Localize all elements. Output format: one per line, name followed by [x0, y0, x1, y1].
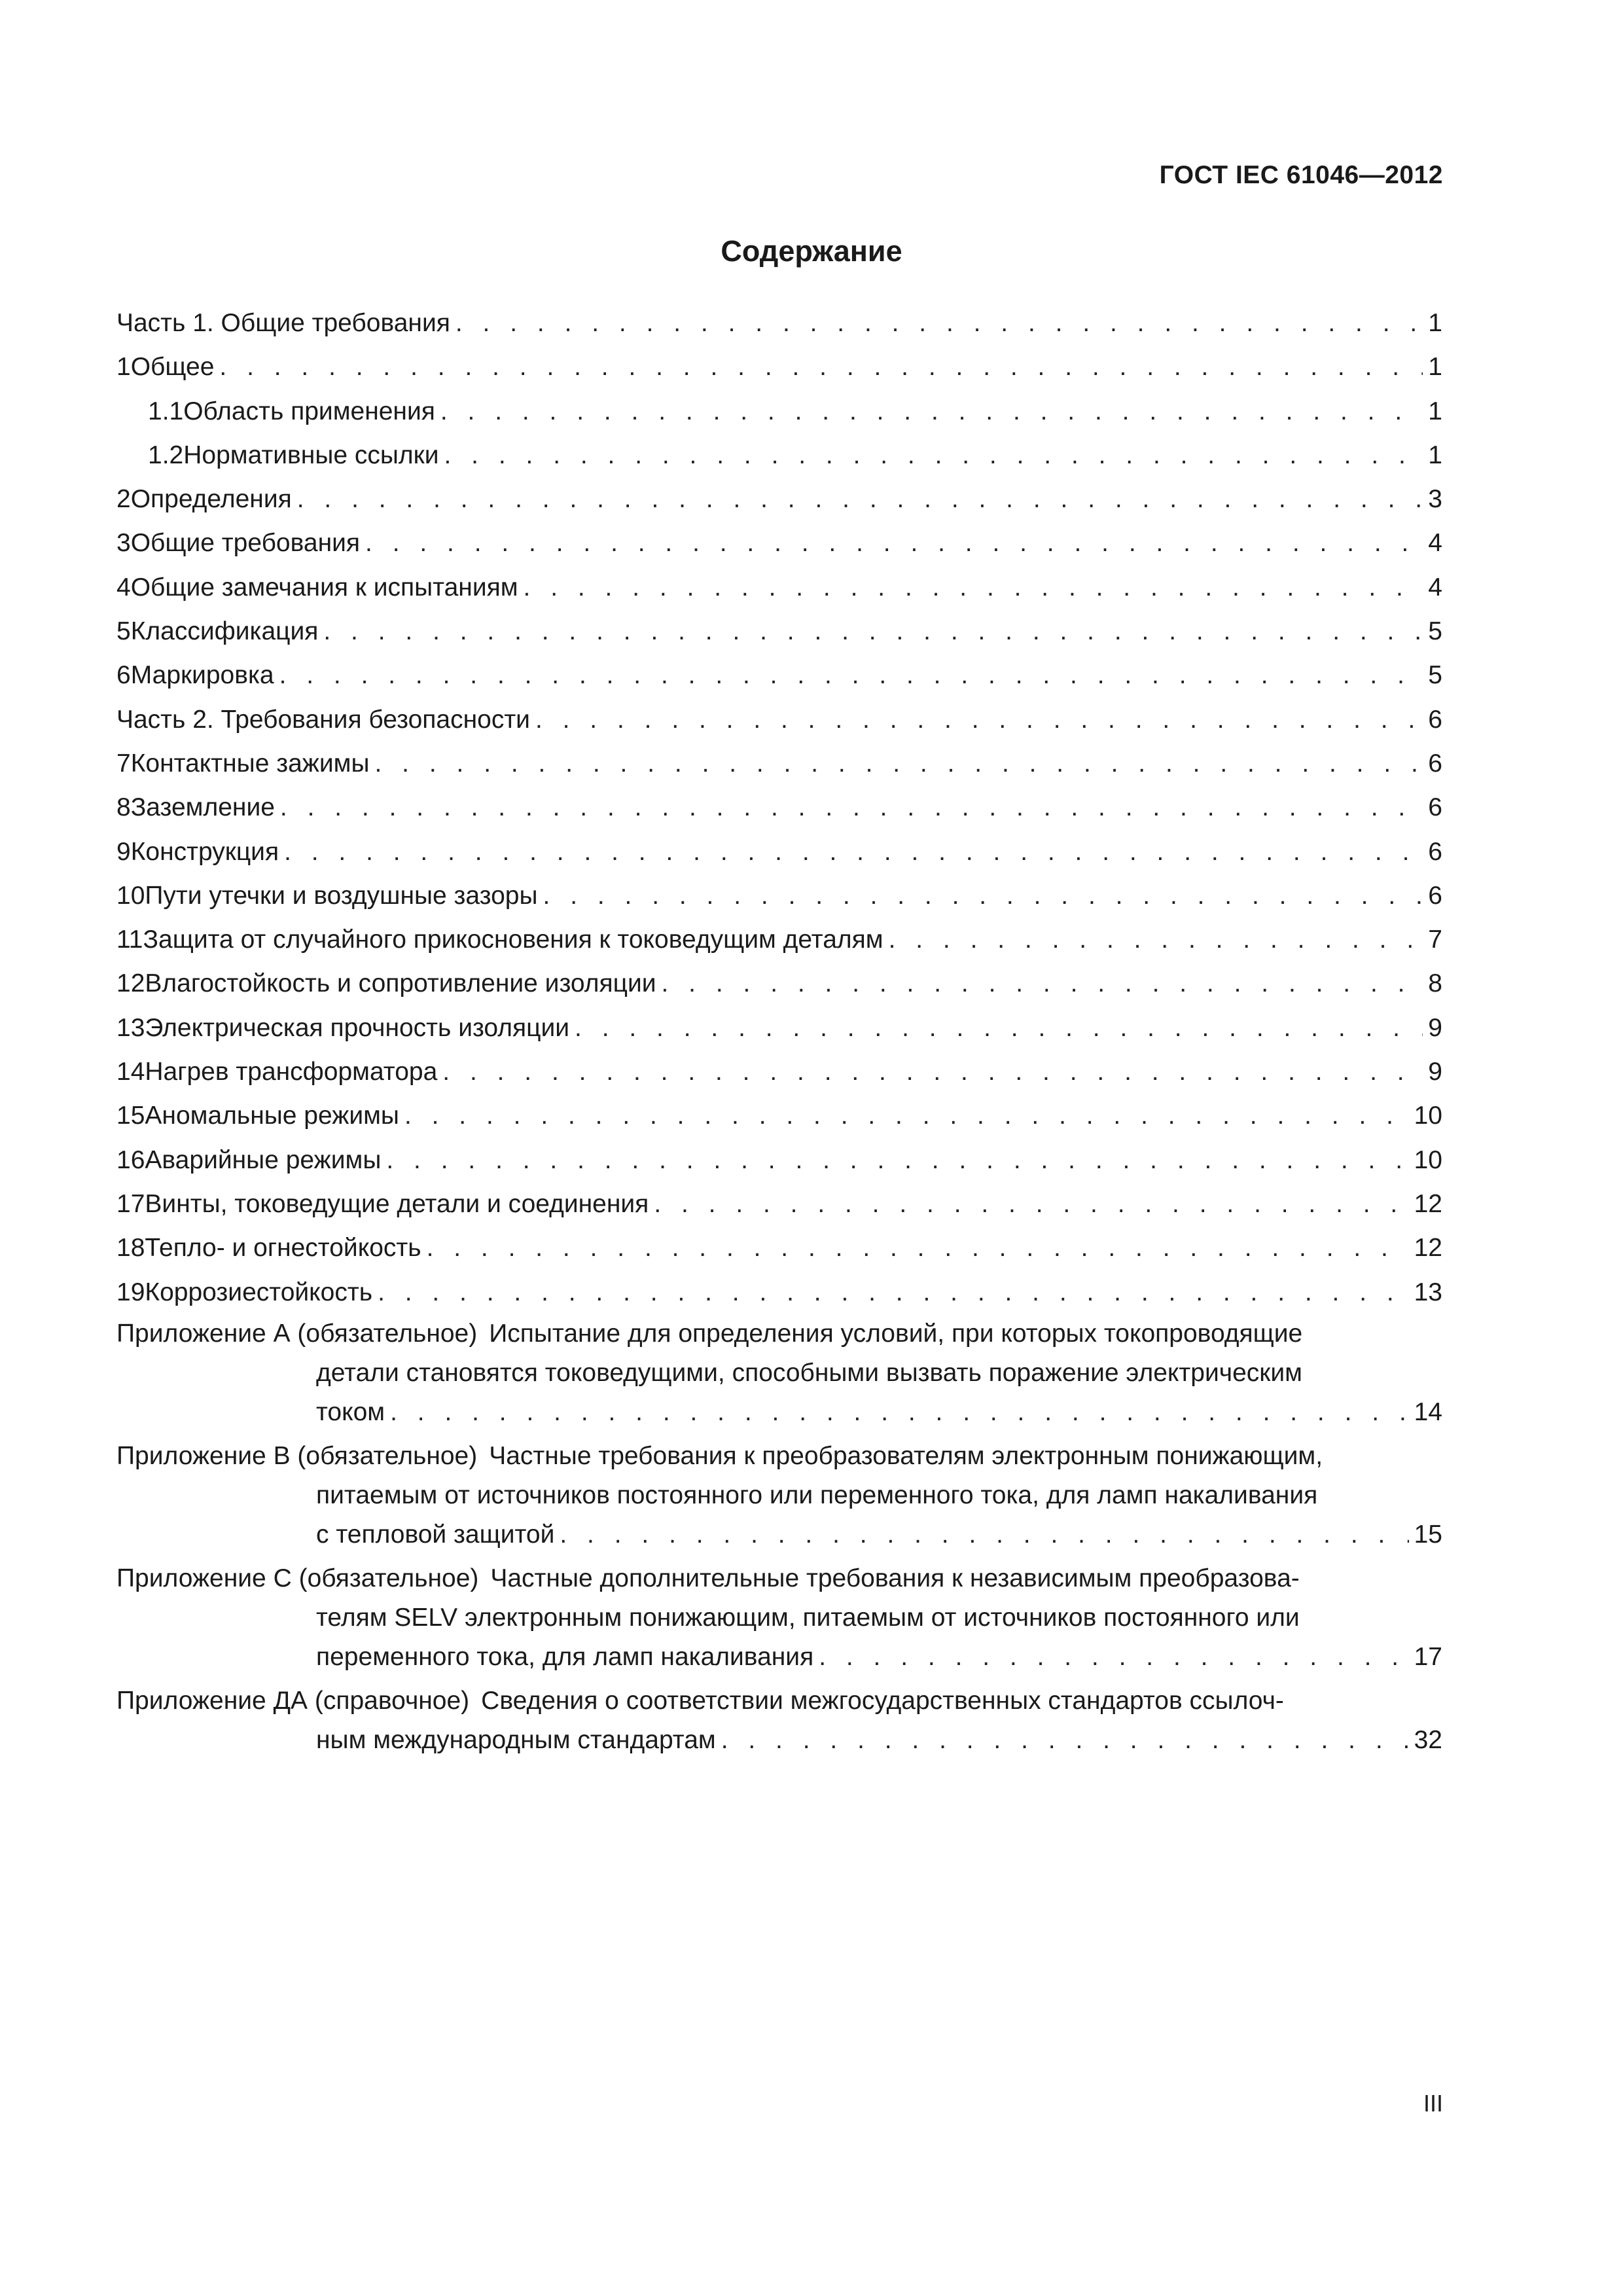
toc-entry[interactable]: [116, 345, 1442, 389]
toc-entry[interactable]: [116, 521, 1442, 565]
toc-entry-number: 10: [116, 881, 145, 910]
toc-entry-title: Аварийные режимы: [145, 1145, 382, 1174]
annex-spacer: [116, 1760, 1442, 1765]
toc-entry[interactable]: [116, 433, 1442, 477]
toc-entry-page: 5: [1428, 661, 1442, 690]
toc-entry-number: 19: [116, 1278, 145, 1306]
annex-heading: Приложение ДА (справочное): [116, 1686, 470, 1715]
annex-line: [116, 1314, 1442, 1354]
toc-entry[interactable]: [116, 1138, 1442, 1182]
toc-entry-title: Общее: [130, 353, 215, 382]
annex-line: [116, 1598, 1442, 1638]
toc-entry-page: 3: [1428, 485, 1442, 514]
dot-leader: [279, 653, 1423, 697]
toc-entry-title: Нагрев трансформатора: [145, 1058, 438, 1086]
toc-entry[interactable]: [116, 918, 1442, 961]
dot-leader: [284, 830, 1423, 874]
annex-page: 15: [1414, 1520, 1442, 1549]
toc-entry-number: 1.1: [148, 397, 184, 425]
dot-leader: [662, 961, 1423, 1005]
annex-title-text: током: [316, 1397, 385, 1426]
annex-line: [116, 1354, 1442, 1393]
toc-entry-number: 18: [116, 1234, 145, 1263]
toc-entry-title: Аномальные режимы: [145, 1102, 399, 1130]
dot-leader: [455, 301, 1423, 345]
toc-entry-page: 4: [1428, 529, 1442, 558]
annex-page: 17: [1414, 1642, 1442, 1671]
toc-entry-number: 1.2: [148, 440, 184, 469]
toc-annex-entry[interactable]: [116, 1437, 1442, 1554]
toc-entry-number: 12: [116, 969, 145, 998]
toc-entry-number: 6: [116, 661, 131, 690]
annex-title-text: ным международным стандартам: [316, 1725, 716, 1754]
toc-entry[interactable]: [116, 1006, 1442, 1050]
toc-entry[interactable]: [116, 1226, 1442, 1270]
toc-annex-entry[interactable]: [116, 1681, 1442, 1760]
annex-page: 32: [1414, 1725, 1442, 1754]
toc-entry-page: 4: [1428, 573, 1442, 601]
dot-leader: [390, 1393, 1408, 1432]
toc-entry-title: Пути утечки и воздушные зазоры: [145, 881, 538, 910]
annex-page: 14: [1414, 1397, 1442, 1426]
dot-leader: [386, 1138, 1408, 1182]
annex-spacer: [116, 1677, 1442, 1681]
annex-line: [116, 1638, 1442, 1677]
toc-entry-number: 13: [116, 1013, 145, 1042]
toc-entry-title: Конструкция: [130, 837, 279, 866]
document-code: ГОСТ IEC 61046—2012: [1159, 161, 1443, 189]
annex-spacer: [116, 1554, 1442, 1559]
annex-title-text: телям SELV электронным понижающим, питаемым от источников постоянного или: [316, 1603, 1300, 1632]
toc-entry-page: 8: [1428, 969, 1442, 998]
toc-entry[interactable]: [116, 609, 1442, 653]
toc-entry-title: Классификация: [130, 617, 319, 646]
dot-leader: [444, 433, 1423, 477]
toc-entry-title: Влагостойкость и сопротивление изоляции: [145, 969, 656, 998]
toc-entry-title: Заземление: [130, 793, 275, 822]
toc-entry[interactable]: [116, 1182, 1442, 1226]
annex-line: [116, 1559, 1442, 1598]
toc-entry-title: Контактные зажимы: [130, 749, 370, 778]
toc-entry-page: 7: [1428, 925, 1442, 954]
dot-leader: [323, 609, 1423, 653]
toc-entry-number: 7: [116, 749, 131, 778]
dot-leader: [427, 1226, 1409, 1270]
toc-entry[interactable]: [116, 389, 1442, 433]
dot-leader: [819, 1638, 1408, 1677]
dot-leader: [442, 1050, 1423, 1094]
toc-entry[interactable]: [116, 742, 1442, 785]
toc-entry-page: 6: [1428, 705, 1442, 734]
toc-annex-entry[interactable]: [116, 1559, 1442, 1677]
toc-entry[interactable]: [116, 565, 1442, 609]
toc-entry-page: 12: [1414, 1234, 1442, 1263]
toc-entry-number: 17: [116, 1189, 145, 1218]
toc-entry[interactable]: [116, 698, 1442, 742]
dot-leader: [524, 565, 1423, 609]
annex-line: [116, 1437, 1442, 1476]
toc-entry-number: 14: [116, 1058, 145, 1086]
toc-entry[interactable]: [116, 874, 1442, 918]
toc-entry-page: 1: [1428, 353, 1442, 382]
dot-leader: [543, 874, 1423, 918]
toc-entry-page: 10: [1414, 1102, 1442, 1130]
dot-leader: [375, 742, 1423, 785]
dot-leader: [404, 1094, 1409, 1138]
toc-entry-number: 16: [116, 1145, 145, 1174]
table-of-contents: [116, 301, 1442, 1765]
page-number: III: [1423, 2090, 1443, 2117]
toc-entry[interactable]: [116, 1270, 1442, 1314]
annex-title-text: детали становятся токоведущими, способными вызвать поражение электрическим: [316, 1358, 1302, 1387]
dot-leader: [560, 1515, 1408, 1554]
dot-leader: [297, 477, 1423, 521]
dot-leader: [575, 1006, 1423, 1050]
toc-entry[interactable]: [116, 785, 1442, 829]
toc-entry-number: 9: [116, 837, 131, 866]
toc-entry-page: 5: [1428, 617, 1442, 646]
toc-entry[interactable]: [116, 477, 1442, 521]
toc-entry-page: 1: [1428, 397, 1442, 425]
toc-entry-title: Нормативные ссылки: [183, 440, 439, 469]
toc-entry-title: Винты, токоведущие детали и соединения: [145, 1189, 649, 1218]
dot-leader: [440, 389, 1423, 433]
toc-entry-title: Маркировка: [130, 661, 274, 690]
annex-line: [116, 1476, 1442, 1515]
toc-entry[interactable]: [116, 961, 1442, 1005]
annex-title-text: Сведения о соответствии межгосударственных стандартов ссылоч-: [481, 1686, 1284, 1715]
toc-title: Содержание: [721, 234, 902, 268]
dot-leader: [654, 1182, 1408, 1226]
toc-entry-page: 9: [1428, 1058, 1442, 1086]
toc-entry-page: 1: [1428, 309, 1442, 337]
toc-entry-number: 1: [116, 353, 131, 382]
toc-entry-title: Часть 1. Общие требования: [116, 309, 450, 337]
toc-entry-number: 5: [116, 617, 131, 646]
annex-title-text: переменного тока, для ламп накаливания: [316, 1642, 814, 1671]
annex-line: [116, 1393, 1442, 1432]
toc-entry-number: 3: [116, 529, 131, 558]
toc-entry[interactable]: [116, 1094, 1442, 1138]
toc-entry-page: 6: [1428, 793, 1442, 822]
dot-leader: [378, 1270, 1409, 1314]
annex-heading: Приложение А (обязательное): [116, 1319, 478, 1348]
toc-entry[interactable]: [116, 653, 1442, 697]
toc-entry-title: Часть 2. Требования безопасности: [116, 705, 530, 734]
annex-title-text: Частные дополнительные требования к независимым преобразова-: [490, 1564, 1300, 1592]
annex-title-text: питаемым от источников постоянного или переменного тока, для ламп накаливания: [316, 1480, 1318, 1509]
annex-spacer: [116, 1432, 1442, 1437]
toc-entry-title: Общие требования: [130, 529, 361, 558]
annex-title-text: Испытание для определения условий, при которых токопроводящие: [489, 1319, 1303, 1348]
toc-entry-page: 13: [1414, 1278, 1442, 1306]
toc-entry-number: 2: [116, 485, 131, 514]
toc-entry-page: 9: [1428, 1013, 1442, 1042]
toc-entry-number: 11: [116, 925, 143, 954]
toc-annex-entry[interactable]: [116, 1314, 1442, 1432]
toc-entry-title: Определения: [130, 485, 292, 514]
toc-entry-number: 8: [116, 793, 131, 822]
toc-entry[interactable]: [116, 1050, 1442, 1094]
toc-entry-number: 15: [116, 1102, 145, 1130]
toc-entry-number: 4: [116, 573, 131, 601]
toc-entry-title: Тепло- и огнестойкость: [145, 1234, 421, 1263]
toc-entry-title: Область применения: [183, 397, 435, 425]
annex-heading: Приложение В (обязательное): [116, 1441, 478, 1470]
toc-entry-page: 6: [1428, 749, 1442, 778]
toc-entry-page: 6: [1428, 837, 1442, 866]
toc-entry-title: Общие замечания к испытаниям: [130, 573, 518, 601]
annex-title-text: с тепловой защитой: [316, 1520, 555, 1549]
dot-leader: [721, 1721, 1409, 1760]
annex-line: [116, 1515, 1442, 1554]
dot-leader: [535, 698, 1423, 742]
toc-entry-page: 1: [1428, 440, 1442, 469]
toc-entry-page: 6: [1428, 881, 1442, 910]
dot-leader: [280, 785, 1423, 829]
dot-leader: [889, 918, 1423, 961]
toc-entry-title: Электрическая прочность изоляции: [145, 1013, 570, 1042]
annex-line: [116, 1721, 1442, 1760]
toc-entry-title: Коррозиестойкость: [145, 1278, 373, 1306]
dot-leader: [365, 521, 1423, 565]
toc-entry-page: 12: [1414, 1189, 1442, 1218]
toc-entry[interactable]: [116, 301, 1442, 345]
toc-entry-page: 10: [1414, 1145, 1442, 1174]
annex-heading: Приложение С (обязательное): [116, 1564, 479, 1592]
dot-leader: [219, 345, 1423, 389]
toc-entry[interactable]: [116, 830, 1442, 874]
annex-line: [116, 1681, 1442, 1721]
annex-title-text: Частные требования к преобразователям электронным понижающим,: [489, 1441, 1323, 1470]
toc-entry-title: Защита от случайного прикосновения к токоведущим деталям: [143, 925, 883, 954]
